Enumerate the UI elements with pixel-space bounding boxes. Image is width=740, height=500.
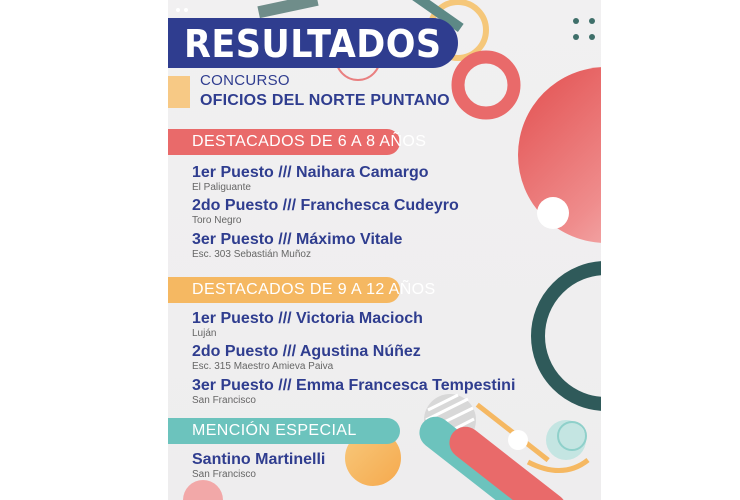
deco-orange-arc: [528, 460, 588, 471]
result-title: 2do Puesto /// Franchesca Cudeyro: [192, 197, 459, 214]
result-entry: [192, 197, 459, 227]
result-entry: [192, 377, 515, 407]
subtitle-accent: [168, 76, 190, 108]
subtitle-contest-name: OFICIOS DEL NORTE PUNTANO: [200, 92, 450, 109]
deco-teal-light-circle: [546, 420, 586, 460]
result-title: Santino Martinelli: [192, 451, 326, 468]
result-place: San Francisco: [192, 469, 256, 480]
result-title: 3er Puesto /// Emma Francesca Tempestini: [192, 377, 516, 394]
result-place: Luján: [192, 328, 217, 339]
deco-dot: [589, 18, 595, 24]
deco-coral-ring: [458, 57, 514, 113]
result-place: Toro Negro: [192, 215, 242, 226]
deco-dot: [176, 8, 180, 12]
subtitle-contest: CONCURSO: [200, 72, 290, 89]
result-entry: [192, 343, 421, 373]
deco-pink-half: [183, 480, 223, 500]
deco-white-dot-small: [508, 430, 528, 450]
result-title: 3er Puesto /// Máximo Vitale: [192, 231, 403, 248]
result-entry: [192, 164, 429, 194]
page-title: RESULTADOS: [184, 22, 442, 66]
result-entry: [192, 451, 325, 481]
deco-dot: [573, 34, 579, 40]
result-place: El Paliguante: [192, 182, 251, 193]
deco-dark-teal-ring: [538, 268, 601, 404]
result-place: Esc. 303 Sebastián Muñoz: [192, 249, 311, 260]
deco-dot: [184, 8, 188, 12]
result-title: 2do Puesto /// Agustina Núñez: [192, 343, 421, 360]
poster: [168, 0, 601, 500]
section-title-6-8: DESTACADOS DE 6 A 8 AÑOS: [192, 133, 427, 150]
result-entry: [192, 310, 423, 340]
deco-dark-bar: [257, 0, 318, 18]
deco-white-dot: [537, 197, 569, 229]
section-title-9-12: DESTACADOS DE 9 A 12 AÑOS: [192, 281, 436, 298]
deco-dot: [573, 18, 579, 24]
result-title: 1er Puesto /// Naihara Camargo: [192, 164, 429, 181]
section-title-special: MENCIÓN ESPECIAL: [192, 422, 357, 439]
result-entry: [192, 231, 402, 261]
result-title: 1er Puesto /// Victoria Macioch: [192, 310, 423, 327]
result-place: San Francisco: [192, 395, 256, 406]
deco-dot: [589, 34, 595, 40]
result-place: Esc. 315 Maestro Amieva Paiva: [192, 361, 334, 372]
